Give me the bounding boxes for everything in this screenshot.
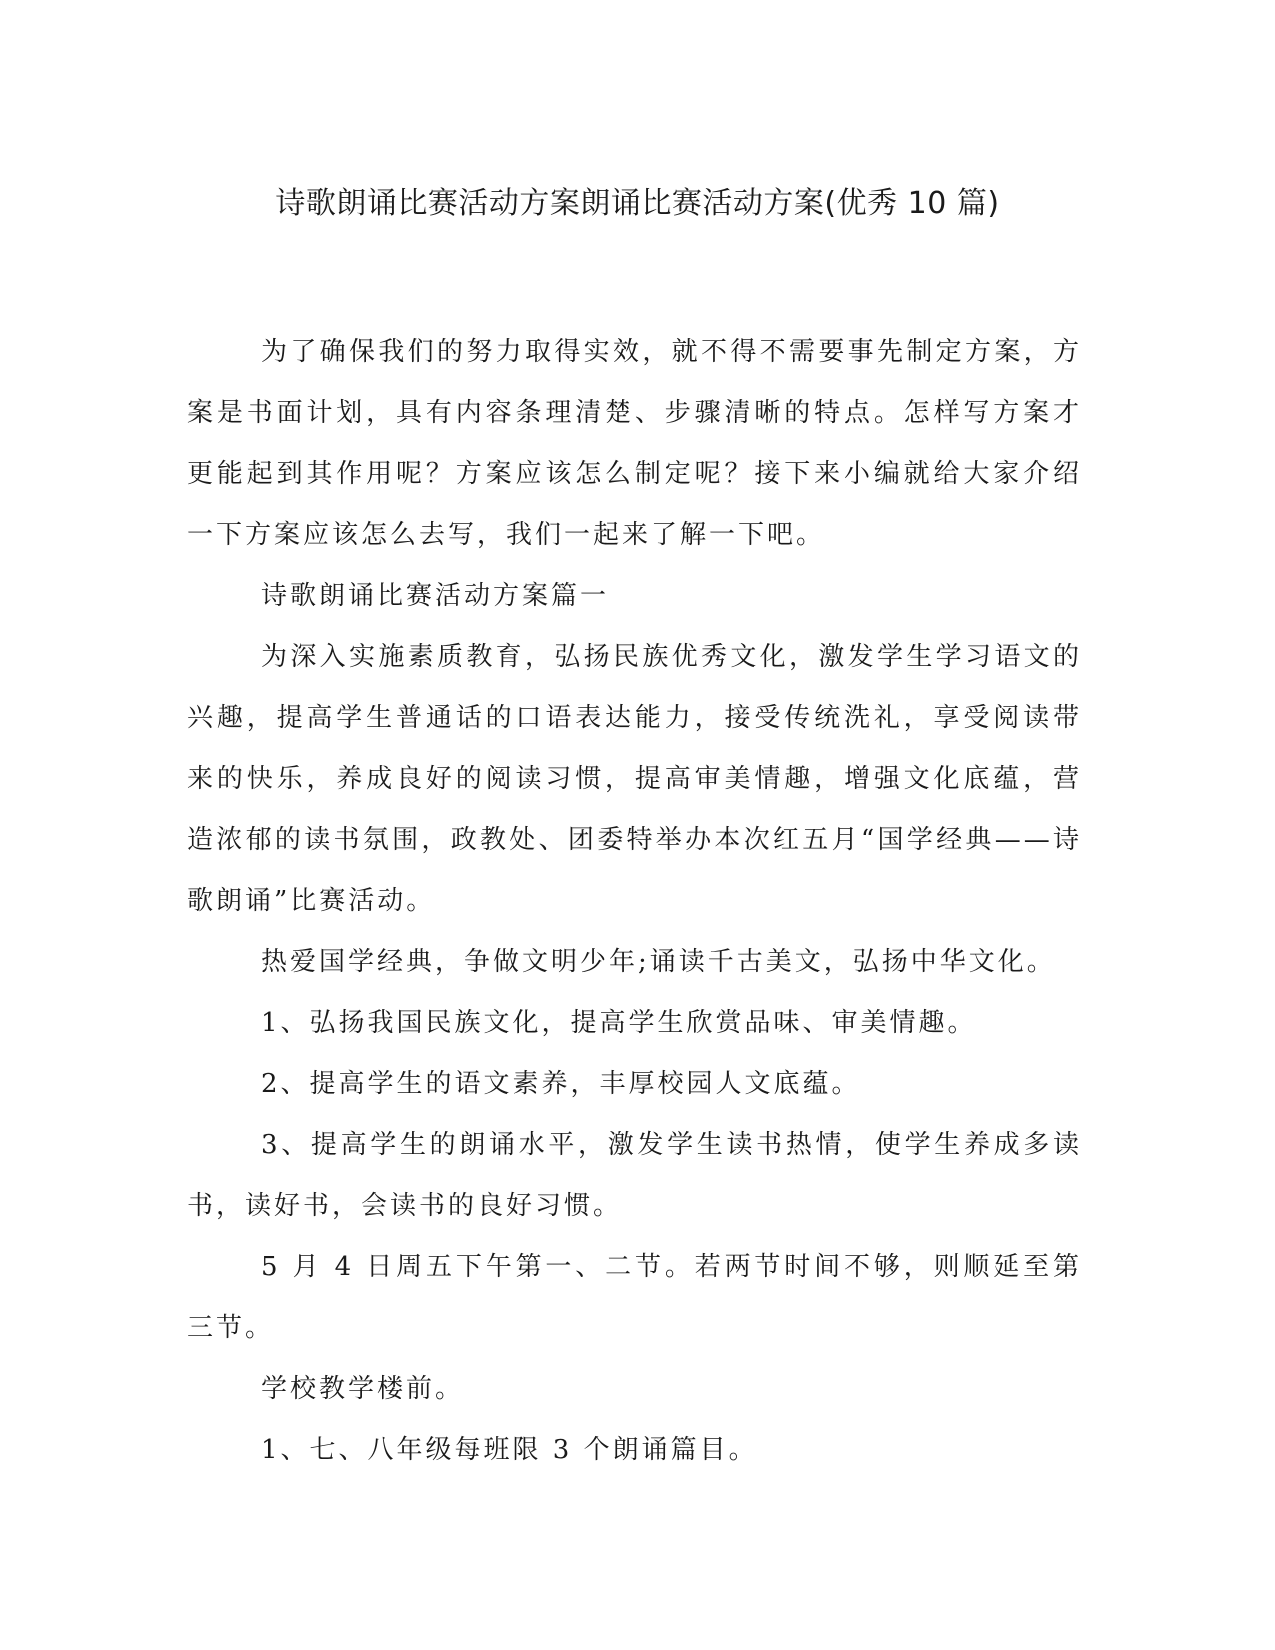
paragraph-intro: 为了确保我们的努力取得实效，就不得不需要事先制定方案，方案是书面计划，具有内容条理清楚、步骤清晰的特点。怎样写方案才更能起到其作用呢？方案应该怎么制定呢？接下来小编就给大家介绍一下方案应该怎么去写，我们一起来了解一下吧。	[187, 337, 1082, 550]
paragraph-location: 学校教学楼前。	[261, 1374, 465, 1404]
document-body	[187, 322, 1082, 1481]
paragraph-time: 5 月 4 日周五下午第一、二节。若两节时间不够，则顺延至第三节。	[187, 1252, 1082, 1343]
document-title: 诗歌朗诵比赛活动方案朗诵比赛活动方案(优秀 10 篇)	[275, 186, 1000, 221]
list-item-rule-1: 1、七、八年级每班限 3 个朗诵篇目。	[261, 1435, 758, 1465]
list-item-goal-2: 2、提高学生的语文素养，丰厚校园人文底蕴。	[261, 1069, 861, 1099]
paragraph-purpose: 为深入实施素质教育，弘扬民族优秀文化，激发学生学习语文的兴趣，提高学生普通话的口语表达能力，接受传统洗礼，享受阅读带来的快乐，养成良好的阅读习惯，提高审美情趣，增强文化底蕴，营造浓郁的读书氛围，政教处、团委特举办本次红五月“国学经典——诗歌朗诵”比赛活动。	[187, 642, 1082, 916]
paragraph-theme: 热爱国学经典，争做文明少年;诵读千古美文，弘扬中华文化。	[261, 947, 1056, 977]
list-item-goal-3: 3、提高学生的朗诵水平，激发学生读书热情，使学生养成多读书，读好书，会读书的良好习惯。	[187, 1130, 1082, 1221]
section-heading: 诗歌朗诵比赛活动方案篇一	[261, 581, 610, 611]
list-item-goal-1: 1、弘扬我国民族文化，提高学生欣赏品味、审美情趣。	[261, 1008, 977, 1038]
